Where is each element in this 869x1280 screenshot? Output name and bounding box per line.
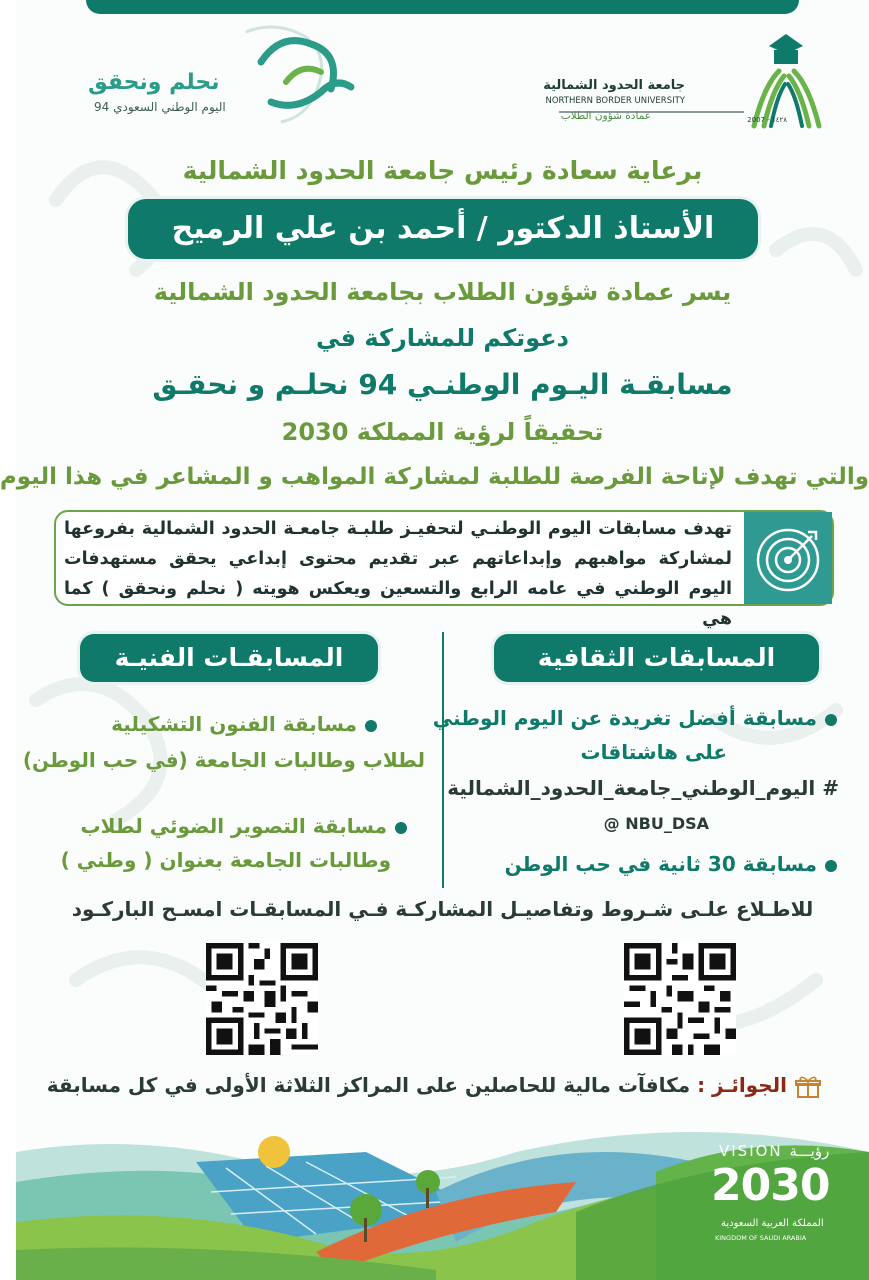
target-icon	[744, 512, 832, 604]
purpose-line: والتي تهدف لإتاحة الفرصة للطلبة لمشاركة المواهب و المشاعر في هذا اليوم	[0, 464, 869, 490]
cultural-item-tweet-line2: على هاشتاقات	[580, 740, 727, 764]
campaign-subtitle: اليوم الوطني السعودي 94	[94, 100, 226, 114]
prizes-text: مكافآت مالية للحاصلين على المراكز الثلاثة الأولى في كل مسابقة	[46, 1073, 691, 1097]
qr-code-art[interactable]	[206, 943, 318, 1055]
cultural-item-tweet	[433, 706, 837, 730]
prizes-line	[47, 1073, 821, 1099]
intro-line-1: يسر عمادة شؤون الطلاب بجامعة الحدود الشمالية	[153, 278, 732, 306]
goal-line: اليوم الوطني في عامه الرابع والتسعين ويعكس هويته ( نحلم ونحقق ) كما هي	[64, 579, 732, 629]
vision-line: تحقيقاً لرؤية المملكة 2030	[281, 418, 604, 446]
qr-code-cultural[interactable]	[624, 943, 736, 1055]
art-item-fine-arts-text: مسابقة الفنون التشكيلية	[111, 712, 357, 736]
campaign-title: نحلم ونحقق	[88, 70, 220, 95]
bullet-icon	[365, 720, 377, 732]
gift-icon	[795, 1075, 821, 1099]
vision-label: VISION رؤيـــة	[719, 1142, 830, 1160]
prizes-label: الجوائـز :	[697, 1073, 787, 1097]
cultural-competitions-heading: المسابقات الثقافية	[494, 634, 819, 682]
art-item-photography-text: مسابقة التصوير الضوئي لطلاب	[80, 814, 387, 838]
art-item-photography-line2: وطالبات الجامعة بعنوان ( وطني )	[60, 848, 391, 872]
bullet-icon	[395, 822, 407, 834]
goal-box	[54, 510, 834, 629]
deanship-label: عمادة شؤون الطلاب	[560, 110, 651, 122]
university-name-ar: جامعة الحدود الشمالية	[543, 78, 685, 93]
goal-text	[64, 514, 732, 634]
section-divider	[442, 632, 444, 888]
goal-line: لمشاركة مواهبهم وإبداعاتهم عبر تقديم محتوى إبداعي يحقق مستهدفات	[64, 549, 732, 569]
hashtag-text: # اليوم_الوطني_جامعة_الحدود_الشمالية	[447, 776, 839, 800]
cultural-item-tweet-text: مسابقة أفضل تغريدة عن اليوم الوطني	[432, 706, 817, 730]
bullet-icon	[825, 860, 837, 872]
art-item-fine-arts	[111, 712, 377, 736]
patronage-line: برعاية سعادة رئيس جامعة الحدود الشمالية	[182, 156, 703, 185]
top-accent-bar	[86, 0, 799, 14]
art-item-fine-arts-line2: لطلاب وطالبات الجامعة (في حب الوطن)	[22, 748, 425, 772]
art-item-photography	[80, 814, 407, 838]
account-handle: NBU_DSA @	[603, 814, 709, 833]
vision-country-en: KINGDOM OF SAUDI ARABIA	[715, 1234, 807, 1242]
intro-line-2: دعوتكم للمشاركة في	[316, 324, 569, 352]
goal-icon-panel	[744, 512, 832, 604]
bullet-icon	[825, 714, 837, 726]
university-year: 2007 - ١٤٢٨	[747, 116, 787, 124]
president-name-banner: الأستاذ الدكتور / أحمد بن علي الرميح	[128, 199, 758, 259]
art-competitions-heading: المسابقـات الفنيـة	[80, 634, 378, 682]
goal-line: تهدف مسابقات اليوم الوطنـي لتحفيـز طلبـة جامعـة الحدود الشمالية بفروعها	[64, 519, 732, 539]
competition-title: مسابقـة اليـوم الوطنـي 94 نحلـم و نحقـق	[152, 368, 733, 401]
vision-country-ar: المملكة العربية السعودية	[721, 1218, 824, 1229]
qr-heading: للاطـلاع علـى شـروط وتفاصيـل المشاركـة فـي المسابقـات امسـح الباركـود	[71, 897, 814, 921]
university-name-en: NORTHERN BORDER UNIVERSITY	[545, 96, 685, 106]
cultural-item-30sec	[505, 852, 837, 876]
cultural-item-30sec-text: مسابقة 30 ثانية في حب الوطن	[504, 852, 817, 876]
vision-2030-logo	[711, 1142, 841, 1250]
vision-number: 2030	[711, 1160, 830, 1211]
